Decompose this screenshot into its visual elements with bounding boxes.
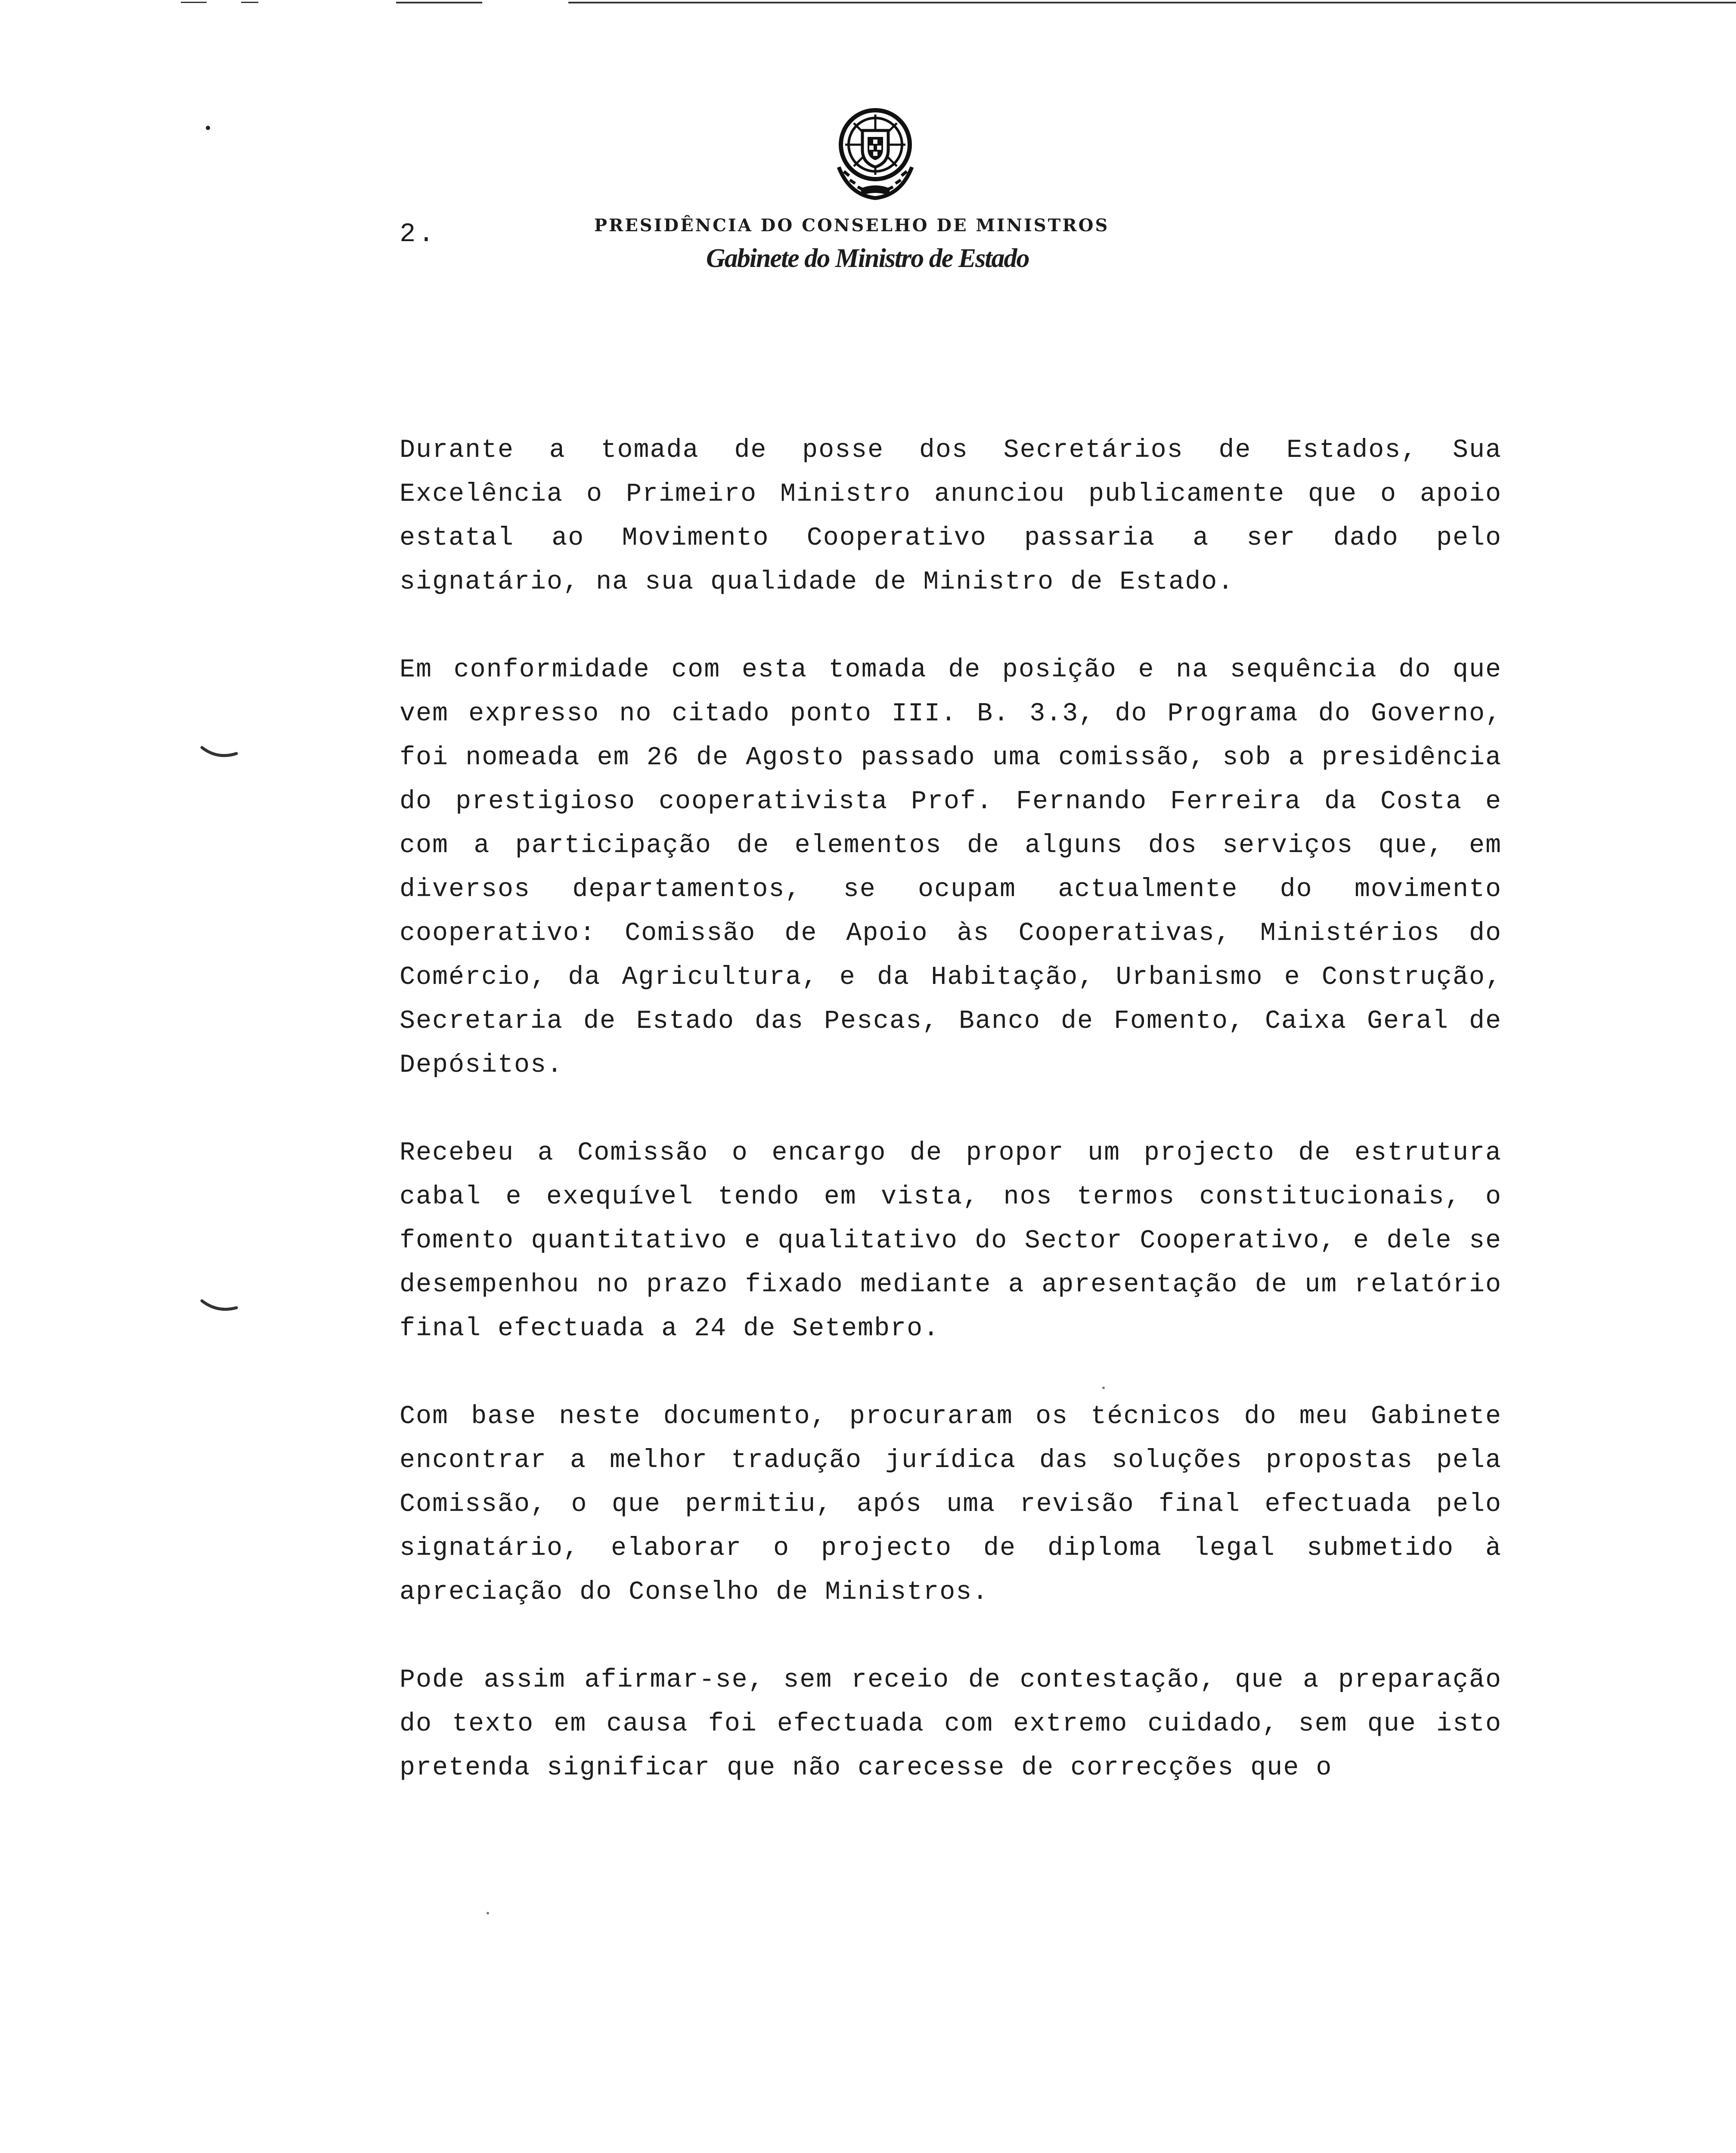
paragraph: Recebeu a Comissão o encargo de propor um projecto de estrutura cabal e exequível tendo em vista, nos termos constitucionais, o fomento quantitativo e qualitativo do Sector Cooperativo, e dele se desempenhou no prazo fixado mediante a apresentação de um relatório final efectuada a 24 de Setembro.: [400, 1139, 1502, 1343]
letterhead-title: PRESIDÊNCIA DO CONSELHO DE MINISTROS: [594, 215, 1110, 236]
letterhead-subtitle: Gabinete do Ministro de Estado: [706, 244, 1029, 273]
page-number: 2.: [400, 219, 437, 249]
document-body: [400, 428, 1502, 1834]
paragraph: Durante a tomada de posse dos Secretários de Estados, Sua Excelência o Primeiro Ministro anunciou publicamente que o apoio estatal ao Movimento Cooperativo passaria a ser dado pelo signatário, na sua qualidade de Ministro de Estado.: [400, 436, 1502, 597]
top-border-rule: [181, 2, 207, 3]
binding-hole-mark: [200, 1298, 239, 1315]
top-border-rule: [241, 2, 258, 3]
top-border-rule: [568, 2, 1736, 3]
paragraph: Em conformidade com esta tomada de posição e na sequência do que vem expresso no citado ponto III. B. 3.3, do Programa do Governo, foi nomeada em 26 de Agosto passado uma comissão, sob a presidência do prestigioso cooperativista Prof. Fernando Ferreira da Costa e com a participação de elementos de alguns dos serviços que, em diversos departamentos, se ocupam actualmente do movimento cooperativo: Comissão de Apoio às Cooperativas, Ministérios do Comércio, da Agricultura, e da Habitação, Urbanismo e Construção, Secretaria de Estado das Pescas, Banco de Fomento, Caixa Geral de Depósitos.: [400, 655, 1502, 1080]
coat-of-arms-emblem-icon: [826, 102, 925, 202]
top-border-rule: [396, 2, 482, 3]
scan-speck: [206, 126, 210, 130]
binding-hole-mark: [200, 745, 239, 762]
paragraph: Pode assim afirmar-se, sem receio de contestação, que a preparação do texto em causa foi efectuada com extremo cuidado, sem que isto pretenda significar que não carecesse de correcções que o: [400, 1666, 1502, 1783]
scan-speck: [487, 1912, 489, 1914]
paragraph: Com base neste documento, procuraram os técnicos do meu Gabinete encontrar a melhor tradução jurídica das soluções propostas pela Comissão, o que permitiu, após uma revisão final efectuada pelo signatário, elaborar o projecto de diploma legal submetido à apreciação do Conselho de Ministros.: [400, 1402, 1502, 1607]
